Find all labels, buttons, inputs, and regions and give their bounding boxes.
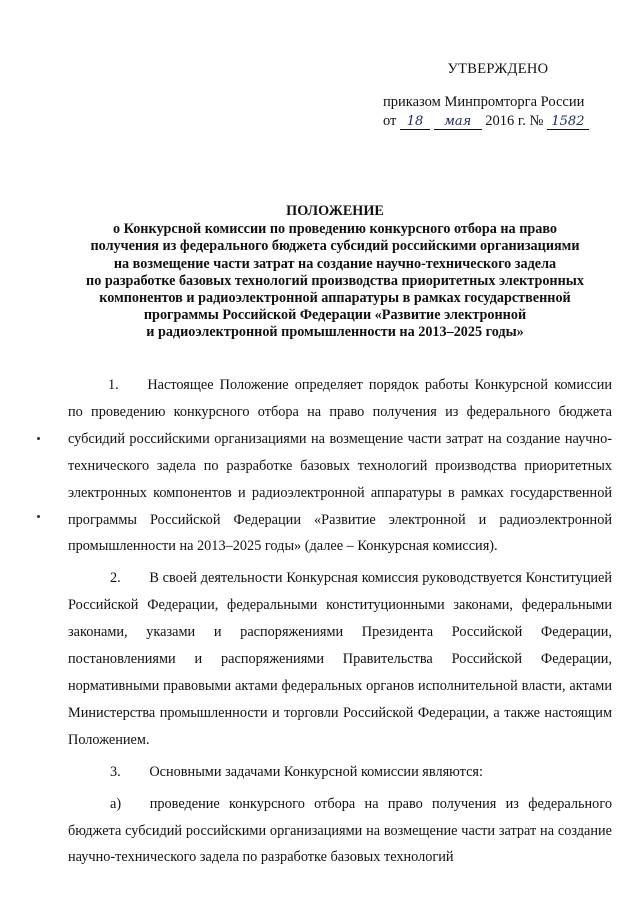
scan-speck xyxy=(37,437,40,440)
subtitle-line: о Конкурсной комиссии по проведению конкурсного отбора на право xyxy=(112,221,558,238)
date-prefix: от xyxy=(383,113,397,129)
paragraph-2: 2. В своей деятельности Конкурсная комиссия руководствуется Конституцией Российской Федерации, федеральными конституционными законами, федеральными законами, указами и распоряжениями Президента Российской Федерации, постановлениями и распоряжениями Правительства Российской Федерации, нормативными правовыми актами федеральных органов исполнительной власти, актами Министерства промышленности и торговли Российской Федерации, а также настоящим Положением. xyxy=(68,570,612,748)
paragraph-3a: а) проведение конкурсного отбора на право получения из федерального бюджета субсидий российскими организациями на возмещение части затрат на создание научно-технического задела по разработке базовых технологий xyxy=(68,795,612,866)
subtitle-line: программы Российской Федерации «Развитие электронной xyxy=(143,307,527,324)
order-number-handwritten: 1582 xyxy=(547,114,589,130)
subtitle-line: компонентов и радиоэлектронной аппаратуры в рамках государственной xyxy=(99,290,571,307)
subtitle-line: по разработке базовых технологий производства приоритетных электронных xyxy=(86,272,584,289)
date-day-handwritten: 18 xyxy=(400,114,430,130)
approval-title: УТВЕРЖДЕНО xyxy=(447,61,549,77)
scan-speck xyxy=(37,515,40,518)
date-year: 2016 г. № xyxy=(485,113,544,129)
paragraph-3: 3. Основными задачами Конкурсной комиссии являются: xyxy=(110,763,483,780)
subtitle-line: на возмещение части затрат на создание научно-технического задела xyxy=(113,255,557,272)
approval-stamp xyxy=(383,60,613,131)
approval-order-line: приказом Минпромторга России xyxy=(383,94,585,110)
approval-date-line xyxy=(383,112,613,131)
paragraph-1: 1. Настоящее Положение определяет порядок работы Конкурсной комиссии по проведению конкурсного отбора на право получения из федерального бюджета субсидий российскими организациями на возмещение части затрат на создание научно-технического задела по разработке базовых технологий производства приоритетных электронных компонентов и радиоэлектронной аппаратуры в рамках государственной программы Российской Федерации «Развитие электронной и радиоэлектронной промышленности на 2013–2025 годы» (далее – Конкурсная комиссия). xyxy=(68,377,612,555)
document-title-block xyxy=(66,203,604,342)
subtitle-line: получения из федерального бюджета субсидий российскими организациями xyxy=(90,238,580,255)
subtitle-line: и радиоэлектронной промышленности на 2013–2025 годы» xyxy=(146,324,524,341)
document-heading: ПОЛОЖЕНИЕ xyxy=(286,203,384,219)
date-month-handwritten: мая xyxy=(434,114,482,130)
document-body xyxy=(68,372,612,876)
